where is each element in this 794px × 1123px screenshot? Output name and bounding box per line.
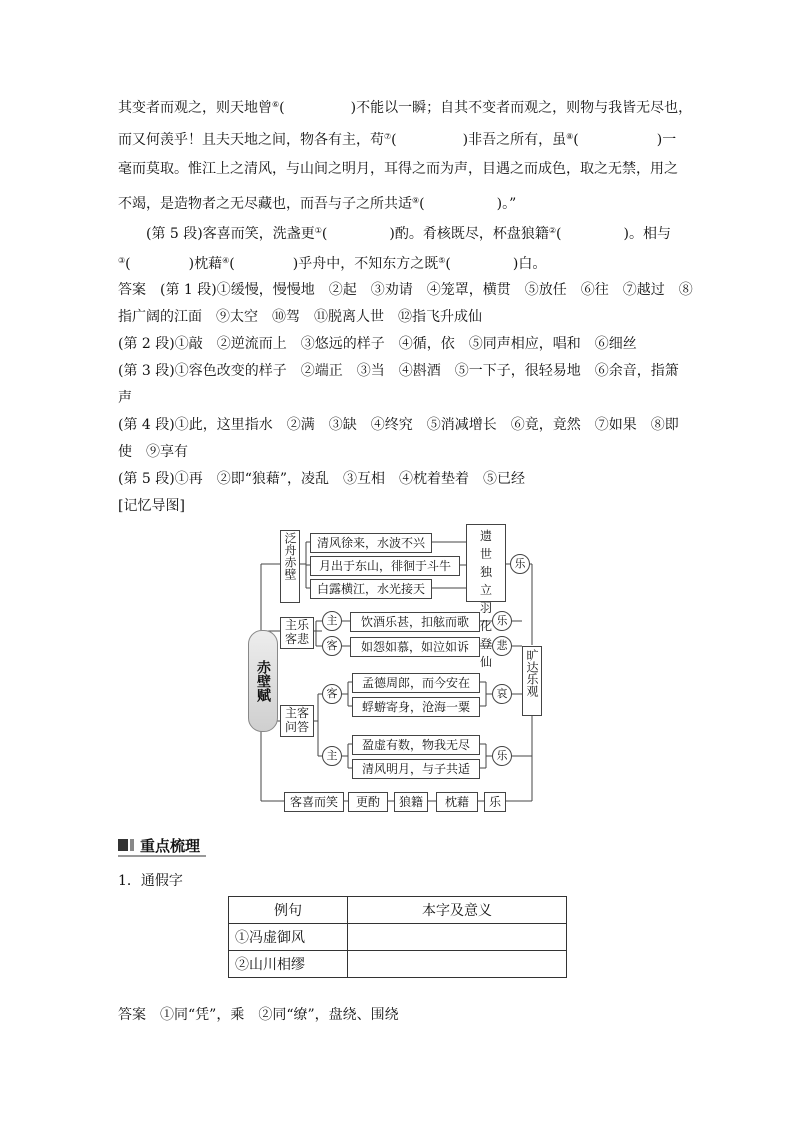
note-mark: ② xyxy=(548,226,557,235)
answer-text: (第 1 段)①缓慢，慢慢地 ②起 ③劝请 ④笼罩，横贯 ⑤放任 ⑥往 ⑦越过 ⑧ xyxy=(160,282,693,298)
answer-line-1 xyxy=(118,281,693,299)
answer-text: ①同“凭”，乘 ②同“缭”，盘绕、围绕 xyxy=(160,1007,399,1023)
text-span: 乎舟中，不知东方之既 xyxy=(298,256,439,272)
text-span: 其变者而观之，则天地曾 xyxy=(118,100,272,116)
mind-map-center xyxy=(248,630,278,732)
paren: ( xyxy=(125,256,131,272)
answer-line-4: (第 4 段)①此，这里指水 ②满 ③缺 ④终究 ⑤消减增长 ⑥竟，竟然 ⑦如果 ⑧即 xyxy=(118,417,679,433)
paren: ( xyxy=(279,100,285,116)
table-answer-line xyxy=(118,1006,399,1024)
bottom-item-5: 乐 xyxy=(484,792,506,812)
note-mark: ③ xyxy=(118,256,126,265)
note-mark: ⑦ xyxy=(384,132,392,141)
group-fanzhou xyxy=(280,530,300,603)
text-line-1 xyxy=(118,96,692,117)
right-box xyxy=(522,646,542,716)
group-label: 主客问答 xyxy=(284,706,309,734)
text-line-2 xyxy=(118,128,676,149)
paren: ) xyxy=(188,256,195,272)
g1-item-1: 清风徐来，水波不兴 xyxy=(310,533,432,553)
table-header-row xyxy=(229,897,567,924)
g2-item-2: 如怨如慕，如泣如诉 xyxy=(350,637,480,657)
answer-line-1-cont: 指广阔的江面 ⑨太空 ⑩驾 ⑪脱离人世 ⑫指飞升成仙 xyxy=(118,309,482,325)
text-span: 白。 xyxy=(518,256,547,272)
table-header-cell: 本字及意义 xyxy=(348,897,567,924)
bottom-item-2: 更酌 xyxy=(348,792,388,812)
table-cell-blank[interactable] xyxy=(348,924,567,951)
note-mark: ④ xyxy=(222,256,230,265)
g3-host-item-2: 清风明月，与子共适 xyxy=(352,759,480,779)
paren: ( xyxy=(229,256,235,272)
text-span: 枕藉 xyxy=(194,256,223,272)
text-span: (第 5 段)客喜而笑，洗盏更 xyxy=(146,226,315,242)
g3-host-emotion: 乐 xyxy=(492,746,512,766)
paren: ( xyxy=(391,132,397,148)
answer-line-5: (第 5 段)①再 ②即“狼藉”，凌乱 ③互相 ④枕着垫着 ⑤已经 xyxy=(118,471,526,487)
paren: ) xyxy=(512,256,519,272)
result-text: 遗世独立羽化登仙 xyxy=(479,529,492,669)
text-span: 。” xyxy=(502,196,517,212)
text-span: 一 xyxy=(662,132,677,148)
paren: ) xyxy=(350,100,357,116)
text-span: 酌。肴核既尽，杯盘狼籍 xyxy=(394,226,549,242)
g1-result xyxy=(466,524,506,669)
item-heading: 1．通假字 xyxy=(118,873,183,889)
answer-line-3-cont: 声 xyxy=(118,390,132,406)
heading-marker-icon xyxy=(130,839,134,851)
bottom-item-4: 枕藉 xyxy=(436,792,478,812)
text-span: 而又何羡乎！且夫天地之间，物各有主，苟 xyxy=(118,132,384,148)
group-zhulekebei xyxy=(280,617,314,649)
group-label: 泛舟赤壁 xyxy=(283,532,297,580)
answer-line-3: (第 3 段)①容色改变的样子 ②端正 ③当 ④斟酒 ⑤一下子，很轻易地 ⑥余音，指箫 xyxy=(118,363,679,379)
answer-line-2: (第 2 段)①敲 ②逆流而上 ③悠远的样子 ④循，依 ⑤同声相应，唱和 ⑥细丝 xyxy=(118,336,637,352)
mind-map xyxy=(244,518,544,818)
text-line-4 xyxy=(118,192,516,213)
center-title: 赤壁赋 xyxy=(255,660,271,702)
text-line-6 xyxy=(118,252,546,273)
text-span: 非吾之所有，虽 xyxy=(468,132,567,148)
g1-emotion: 乐 xyxy=(510,554,530,574)
right-box-text: 旷达乐观 xyxy=(525,649,539,697)
bottom-item-3: 狼籍 xyxy=(394,792,428,812)
section-underline xyxy=(118,855,206,857)
note-mark: ⑧ xyxy=(566,132,574,141)
text-span: 不竭，是造物者之无尽藏也，而吾与子之所共适 xyxy=(118,196,412,212)
g3-host: 主 xyxy=(322,746,342,766)
paren: ( xyxy=(321,226,328,242)
table-cell: ②山川相缪 xyxy=(229,951,348,978)
text-line-3 xyxy=(118,160,678,178)
table-header-cell: 例句 xyxy=(229,897,348,924)
text-span: 不能以一瞬；自其不变者而观之，则物与我皆无尽也， xyxy=(356,100,693,116)
paren: ) xyxy=(656,132,663,148)
text-span: 。相与 xyxy=(628,226,671,242)
group-label: 主乐客悲 xyxy=(284,618,309,646)
g2-item-1: 饮酒乐甚，扣舷而歌 xyxy=(350,612,480,632)
answer-label: 答案 xyxy=(118,1007,146,1023)
table-row xyxy=(229,924,567,951)
answer-line-4-cont: 使 ⑨享有 xyxy=(118,444,188,460)
paren: ) xyxy=(496,196,503,212)
paren: ( xyxy=(556,226,562,242)
note-mark: ⑤ xyxy=(438,256,446,265)
paren: ) xyxy=(292,256,299,272)
note-mark: ⑥ xyxy=(272,100,280,109)
text-line-5 xyxy=(146,222,671,243)
section-title: 重点梳理 xyxy=(140,836,201,855)
bottom-item-1: 客喜而笑 xyxy=(284,792,344,812)
table-cell-blank[interactable] xyxy=(348,951,567,978)
answer-label: 答案 xyxy=(118,282,146,298)
table-cell: ①冯虚御风 xyxy=(229,924,348,951)
g3-guest-item-2: 蜉蝣寄身，沧海一粟 xyxy=(352,697,480,717)
paren: ( xyxy=(445,256,451,272)
g3-guest: 客 xyxy=(322,684,342,704)
note-mark: ① xyxy=(314,226,322,235)
table-row xyxy=(229,951,567,978)
memory-map-label: [记忆导图] xyxy=(118,498,185,514)
g3-host-item-1: 盈虚有数，物我无尽 xyxy=(352,735,480,755)
g3-guest-emotion: 哀 xyxy=(492,684,512,704)
g1-item-3: 白露横江，水光接天 xyxy=(310,579,432,599)
paren: ) xyxy=(389,226,395,242)
paren: ) xyxy=(462,132,469,148)
heading-marker-icon xyxy=(118,839,128,851)
section-heading xyxy=(118,836,200,854)
g2-emotion-1: 乐 xyxy=(492,611,512,631)
g1-item-2: 月出于东山，徘徊于斗牛 xyxy=(310,556,460,576)
g2-emotion-2: 悲 xyxy=(492,636,512,656)
g2-guest: 客 xyxy=(322,636,342,656)
text-span: 毫而莫取。惟江上之清风，与山间之明月，耳得之而为声，目遇之而成色，取之无禁，用之 xyxy=(118,161,678,177)
paren: ) xyxy=(623,226,629,242)
note-mark: ⑨ xyxy=(412,196,420,205)
group-zhukewenda xyxy=(280,705,314,737)
tongjiazi-table xyxy=(228,896,567,978)
paren: ( xyxy=(573,132,579,148)
g2-host: 主 xyxy=(322,611,342,631)
paren: ( xyxy=(419,196,425,212)
g3-guest-item-1: 孟德周郎，而今安在 xyxy=(352,673,480,693)
